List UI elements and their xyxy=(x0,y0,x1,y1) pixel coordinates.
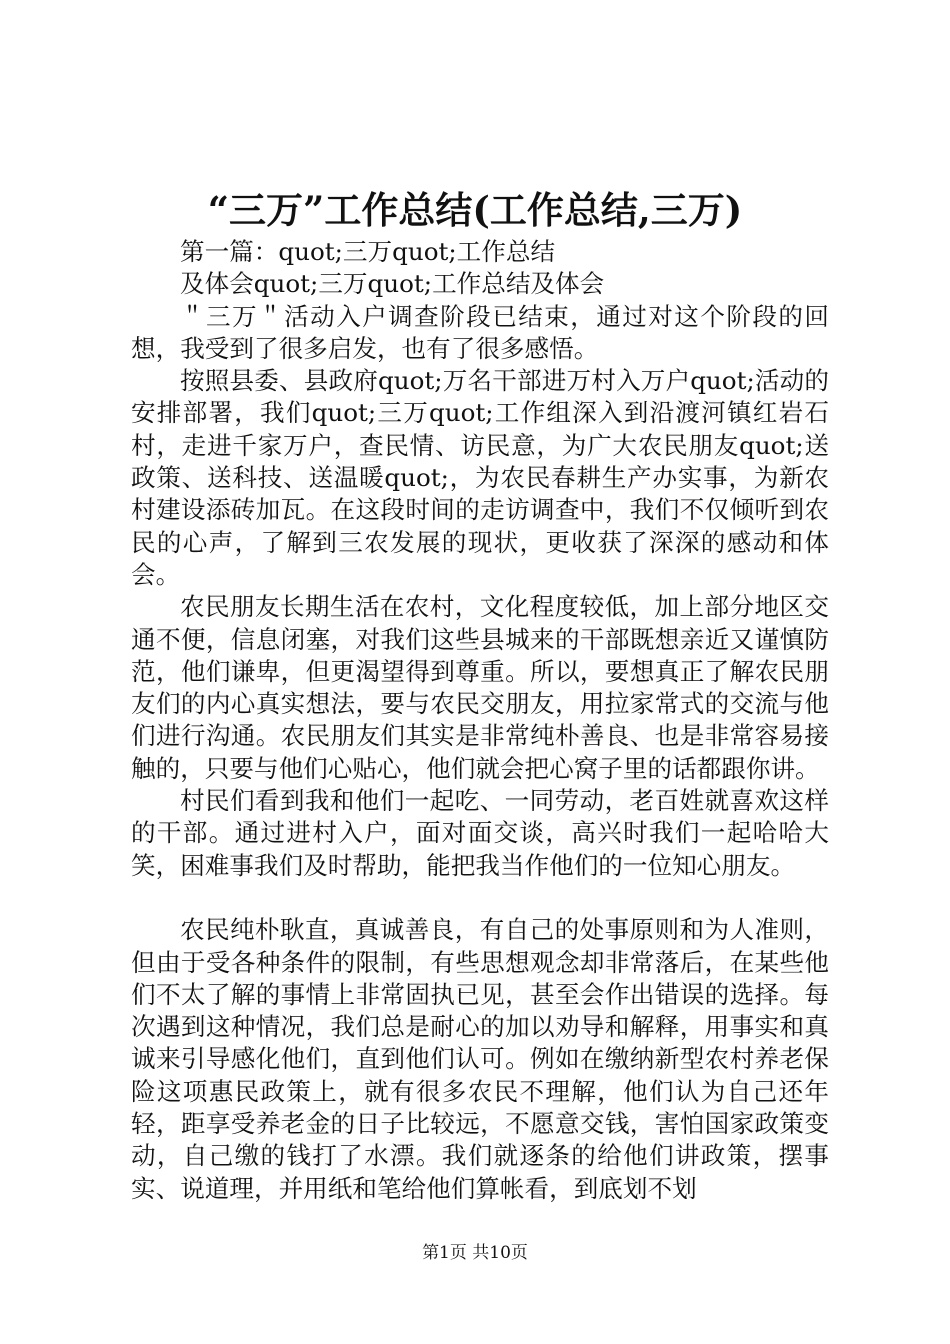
paragraph-7: 农民纯朴耿直，真诚善良，有自己的处事原则和为人准则，但由于受各种条件的限制，有些思想观念却非常落后，在某些他们不太了解的事情上非常固执已见，甚至会作出错误的选择。每次遇到这种情况，我们总是耐心的加以劝导和解释，用事实和真诚来引导感化他们，直到他们认可。例如在缴纳新型农村养老保险这项惠民政策上，就有很多农民不理解，他们认为自己还年轻，距享受养老金的日子比较远，不愿意交钱，害怕国家政策变动，自己缴的钱打了水漂。我们就逐条的给他们讲政策，摆事实、说道理，并用纸和笔给他们算帐看，到底划不划 xyxy=(131,915,829,1203)
paragraph-4: 按照县委、县政府quot;万名干部进万村入万户quot;活动的安排部署，我们quot;三万quot;工作组深入到沿渡河镇红岩石村，走进千家万户，查民情、访民意，为广大农民朋友quot;送政策、送科技、送温暖quot;，为农民春耕生产办实事，为新农村建设添砖加瓦。在这段时间的走访调查中，我们不仅倾听到农民的心声，了解到三农发展的现状，更收获了深深的感动和体会。 xyxy=(131,366,829,589)
page-title: “三万”工作总结(工作总结,三万) xyxy=(207,188,743,232)
paragraph-2: 及体会quot;三万quot;工作总结及体会 xyxy=(180,269,605,299)
page-footer: 第1页 共10页 xyxy=(422,1243,528,1263)
document-body xyxy=(131,236,829,1205)
paragraph-5: 农民朋友长期生活在农村，文化程度较低，加上部分地区交通不便，信息闭塞，对我们这些县城来的干部既想亲近又谨慎防范，他们谦卑，但更渴望得到尊重。所以，要想真正了解农民朋友们的内心真实想法，要与农民交朋友，用拉家常式的交流与他们进行沟通。农民朋友们其实是非常纯朴善良、也是非常容易接触的，只要与他们心贴心，他们就会把心窝子里的话都跟你讲。 xyxy=(131,592,829,783)
paragraph-3: ＂三万＂活动入户调查阶段已结束，通过对这个阶段的回想，我受到了很多启发，也有了很多感悟。 xyxy=(131,301,829,363)
paragraph-1: 第一篇：quot;三万quot;工作总结 xyxy=(180,237,556,266)
paragraph-6: 村民们看到我和他们一起吃、一同劳动，老百姓就喜欢这样的干部。通过进村入户，面对面交谈，高兴时我们一起哈哈大笑，困难事我们及时帮助，能把我当作他们的一位知心朋友。 xyxy=(131,786,829,880)
